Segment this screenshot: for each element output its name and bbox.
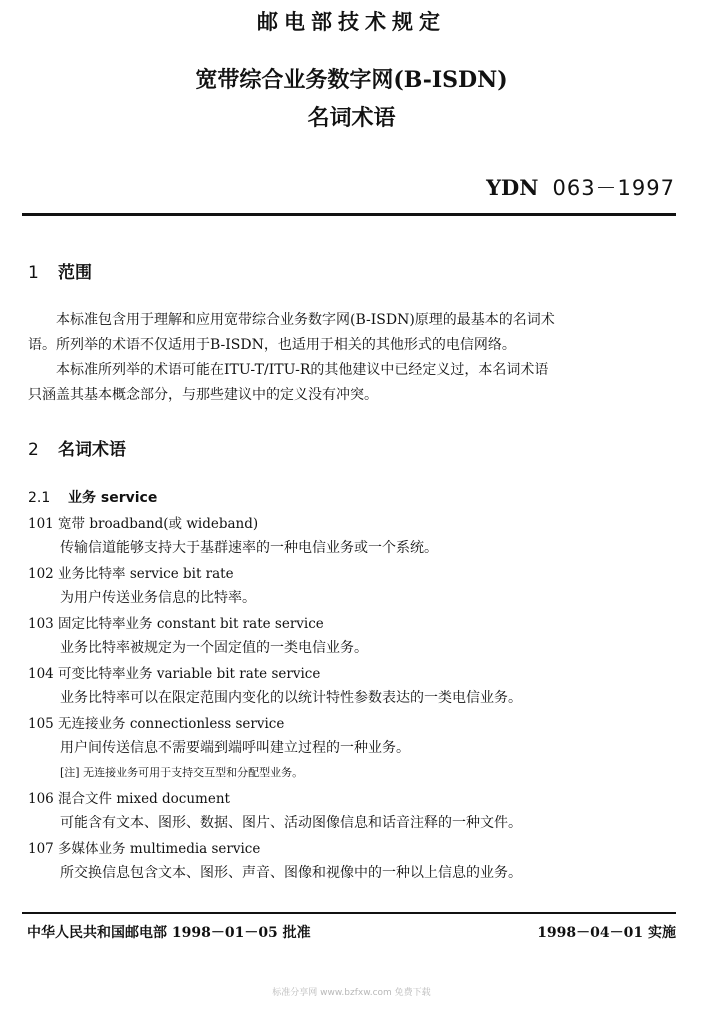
paragraph-line: 只涵盖其基本概念部分，与那些建议中的定义没有冲突。 <box>28 387 378 403</box>
term-definition: 业务比特率可以在限定范围内变化的以统计特性参数表达的一类电信业务。 <box>60 690 522 706</box>
term-entry: 102 业务比特率 service bit rate <box>28 566 234 582</box>
term-definition: 传输信道能够支持大于基群速率的一种电信业务或一个系统。 <box>60 540 438 556</box>
term-entry: 104 可变比特率业务 variable bit rate service <box>28 666 321 682</box>
term-entry: 101 宽带 broadband(或 wideband) <box>28 516 259 532</box>
standard-number <box>486 172 675 202</box>
term-definition: 用户间传送信息不需要端到端呼叫建立过程的一种业务。 <box>60 740 410 756</box>
header-rule <box>22 213 676 216</box>
paragraph-line: 语。所列举的术语不仅适用于B-ISDN，也适用于相关的其他形式的电信网络。 <box>28 337 516 353</box>
term-definition: 可能含有文本、图形、数据、图片、活动图像信息和话音注释的一种文件。 <box>60 815 522 831</box>
term-definition: 为用户传送业务信息的比特率。 <box>60 590 256 606</box>
section-2-heading <box>28 435 126 460</box>
watermark-text: 标准分享网 www.bzfxw.com 免费下载 <box>272 988 431 998</box>
term-entry: 103 固定比特率业务 constant bit rate service <box>28 616 324 632</box>
section-title: 名词术语 <box>58 440 126 460</box>
term-definition: 所交换信息包含文本、图形、声音、图像和视像中的一种以上信息的业务。 <box>60 865 522 881</box>
paragraph-line: 本标准包含用于理解和应用宽带综合业务数字网(B-ISDN)原理的最基本的名词术 <box>56 312 555 328</box>
implementation-date: 1998－04－01 实施 <box>537 925 676 941</box>
document-title: 宽带综合业务数字网(B-ISDN) <box>195 67 508 93</box>
term-note: [注] 无连接业务可用于支持交互型和分配型业务。 <box>60 766 304 779</box>
issuing-authority: 邮电部技术规定 <box>257 10 446 34</box>
footer-rule <box>22 912 676 914</box>
term-entry: 107 多媒体业务 multimedia service <box>28 841 261 857</box>
section-title: 范围 <box>58 263 92 283</box>
document-subtitle: 名词术语 <box>307 105 396 131</box>
term-entry: 105 无连接业务 connectionless service <box>28 716 285 732</box>
term-definition: 业务比特率被规定为一个固定值的一类电信业务。 <box>60 640 368 656</box>
subsection-title: 业务 service <box>68 490 158 506</box>
section-number: 2 <box>28 440 39 460</box>
paragraph-line: 本标准所列举的术语可能在ITU-T/ITU-R的其他建议中已经定义过，本名词术语 <box>56 362 549 378</box>
subsection-number: 2.1 <box>28 490 51 506</box>
approval-date: 中华人民共和国邮电部 1998－01－05 批准 <box>27 925 311 941</box>
standard-code: 063－1997 <box>552 176 675 200</box>
term-entry: 106 混合文件 mixed document <box>28 791 230 807</box>
section-1-heading <box>28 258 92 283</box>
standard-prefix: YDN <box>486 175 539 200</box>
section-number: 1 <box>28 263 39 283</box>
subsection-heading <box>28 487 157 507</box>
